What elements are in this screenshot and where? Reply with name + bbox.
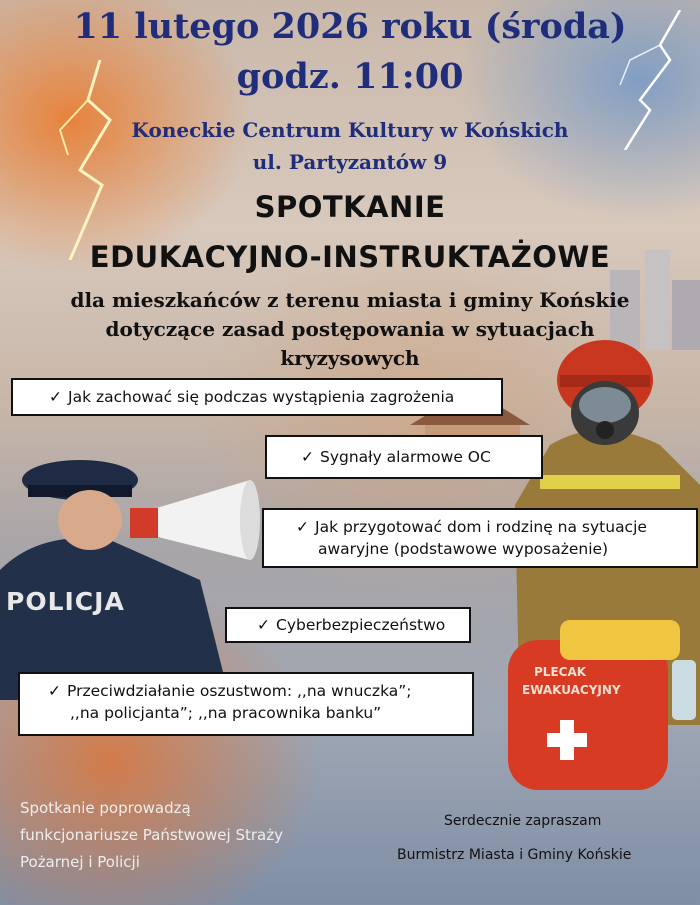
police-officer-figure bbox=[0, 440, 270, 700]
topic-label: Jak przygotować dom i rodzinę na sytuacje bbox=[315, 518, 647, 536]
topic-label: Przeciwdziałanie oszustwom: ,,na wnuczka”; bbox=[67, 682, 412, 700]
topic-item-threat-behavior bbox=[11, 378, 503, 416]
topic-label: Jak zachować się podczas wystąpienia zagrożenia bbox=[68, 388, 455, 406]
checkmark-icon: ✓ bbox=[257, 616, 270, 634]
poster-title-line1: SPOTKANIE bbox=[254, 190, 446, 224]
topic-label-line2: ,,na policjanta”; ,,na pracownika banku” bbox=[70, 704, 382, 722]
topic-item-fraud-prevention bbox=[18, 672, 474, 736]
backpack-label-line1: PLECAK bbox=[534, 665, 587, 679]
event-date: 11 lutego 2026 roku (środa) bbox=[73, 6, 627, 47]
footer-hosts-line2: funkcjonariusze Państwowej Straży bbox=[20, 826, 283, 844]
topic-item-alarm-signals bbox=[265, 435, 543, 479]
topic-item-home-preparation bbox=[262, 508, 698, 568]
topic-label: Sygnały alarmowe OC bbox=[320, 448, 491, 466]
event-street: ul. Partyzantów 9 bbox=[252, 150, 448, 174]
topic-label: Cyberbezpieczeństwo bbox=[276, 616, 446, 634]
checkmark-icon: ✓ bbox=[49, 388, 62, 406]
footer-invitation: Serdecznie zapraszam bbox=[444, 813, 602, 829]
event-time: godz. 11:00 bbox=[236, 56, 464, 97]
event-description: dla mieszkańców z terenu miasta i gminy Końskie dotyczące zasad postępowania w sytuacjach kryzysowych bbox=[70, 288, 630, 370]
footer-hosts-line3: Pożarnej i Policji bbox=[20, 853, 140, 871]
police-label: POLICJA bbox=[6, 587, 125, 616]
topic-label-line2: awaryjne (podstawowe wyposażenie) bbox=[318, 540, 609, 558]
footer-hosts bbox=[20, 795, 360, 876]
event-venue: Koneckie Centrum Kultury w Końskich bbox=[131, 118, 569, 142]
footer-hosts-line1: Spotkanie poprowadzą bbox=[20, 799, 191, 817]
checkmark-icon: ✓ bbox=[48, 682, 61, 700]
poster-title-line2: EDUKACYJNO-INSTRUKTAŻOWE bbox=[89, 240, 611, 274]
topic-item-cybersecurity bbox=[225, 607, 471, 643]
evacuation-backpack bbox=[500, 620, 700, 800]
backpack-label-line2: EWAKUACYJNY bbox=[522, 683, 621, 697]
checkmark-icon: ✓ bbox=[301, 448, 314, 466]
checkmark-icon: ✓ bbox=[296, 518, 309, 536]
footer-signature: Burmistrz Miasta i Gminy Końskie bbox=[397, 847, 632, 863]
